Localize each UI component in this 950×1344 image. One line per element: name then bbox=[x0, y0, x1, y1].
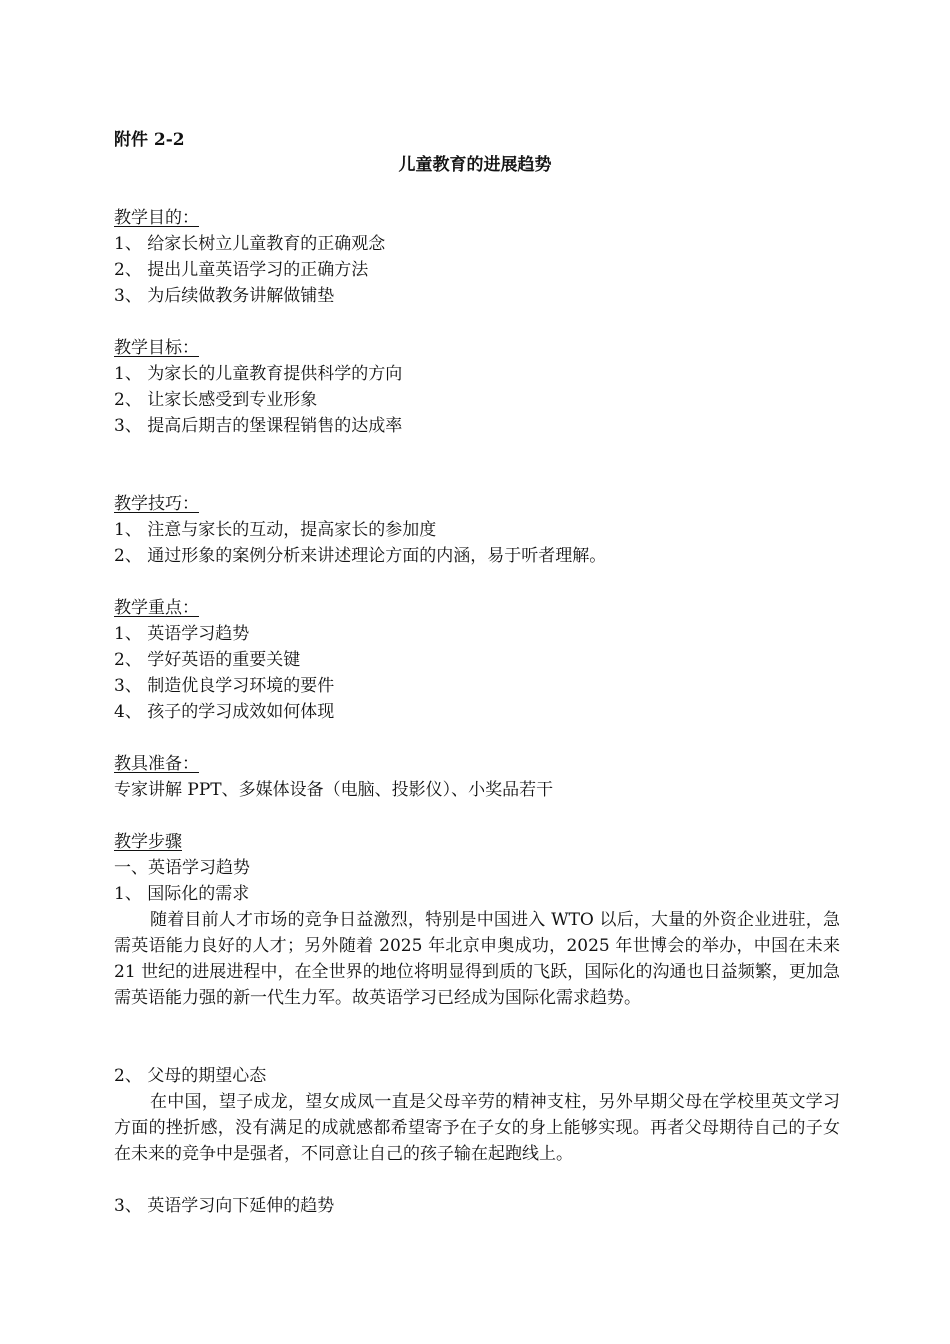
focus-heading: 教学重点： bbox=[114, 598, 199, 618]
steps-subtitle: 3、 英语学习向下延伸的趋势 bbox=[114, 1196, 335, 1216]
purpose-heading: 教学目的： bbox=[114, 208, 199, 228]
goals-item: 1、 为家长的儿童教育提供科学的方向 bbox=[114, 364, 403, 384]
steps-part-title: 一、英语学习趋势 bbox=[114, 858, 250, 878]
attachment-label: 附件 2-2 bbox=[114, 130, 185, 150]
purpose-item: 1、 给家长树立儿童教育的正确观念 bbox=[114, 234, 386, 254]
steps-paragraph: 随着目前人才市场的竞争日益激烈，特别是中国进入 WTO 以后，大量的外资企业进驻，急需英语能力良好的人才；另外随着 2025 年北京申奥成功，2025 年世博会的举办，中国在未来 21 世纪的进展进程中，在全世界的地位将明显得到质的飞跃，国际化的沟通也日益频繁，更加急需英语能力强的新一代生力军。故英语学习已经成为国际化需求趋势。 bbox=[114, 910, 840, 1008]
focus-item: 3、 制造优良学习环境的要件 bbox=[114, 676, 335, 696]
steps-heading: 教学步骤 bbox=[114, 832, 182, 852]
skills-item: 1、 注意与家长的互动，提高家长的参加度 bbox=[114, 520, 437, 540]
focus-item: 2、 学好英语的重要关键 bbox=[114, 650, 301, 670]
purpose-item: 3、 为后续做教务讲解做铺垫 bbox=[114, 286, 335, 306]
tools-heading: 教具准备： bbox=[114, 754, 199, 774]
purpose-item: 2、 提出儿童英语学习的正确方法 bbox=[114, 260, 369, 280]
steps-paragraph: 在中国，望子成龙，望女成凤一直是父母辛劳的精神支柱，另外早期父母在学校里英文学习方面的挫折感，没有满足的成就感都希望寄予在子女的身上能够实现。再者父母期待自己的子女在未来的竞争中是强者，不同意让自己的孩子输在起跑线上。 bbox=[114, 1092, 840, 1164]
steps-subtitle: 1、 国际化的需求 bbox=[114, 884, 250, 904]
skills-item: 2、 通过形象的案例分析来讲述理论方面的内涵，易于听者理解。 bbox=[114, 546, 607, 566]
focus-item: 1、 英语学习趋势 bbox=[114, 624, 250, 644]
goals-item: 2、 让家长感受到专业形象 bbox=[114, 390, 318, 410]
steps-subtitle: 2、 父母的期望心态 bbox=[114, 1066, 267, 1086]
skills-heading: 教学技巧： bbox=[114, 494, 199, 514]
document-title: 儿童教育的进展趋势 bbox=[398, 155, 552, 175]
goals-heading: 教学目标： bbox=[114, 338, 199, 358]
tools-text: 专家讲解 PPT、多媒体设备（电脑、投影仪）、小奖品若干 bbox=[114, 780, 554, 800]
focus-item: 4、 孩子的学习成效如何体现 bbox=[114, 702, 335, 722]
goals-item: 3、 提高后期吉的堡课程销售的达成率 bbox=[114, 416, 403, 436]
